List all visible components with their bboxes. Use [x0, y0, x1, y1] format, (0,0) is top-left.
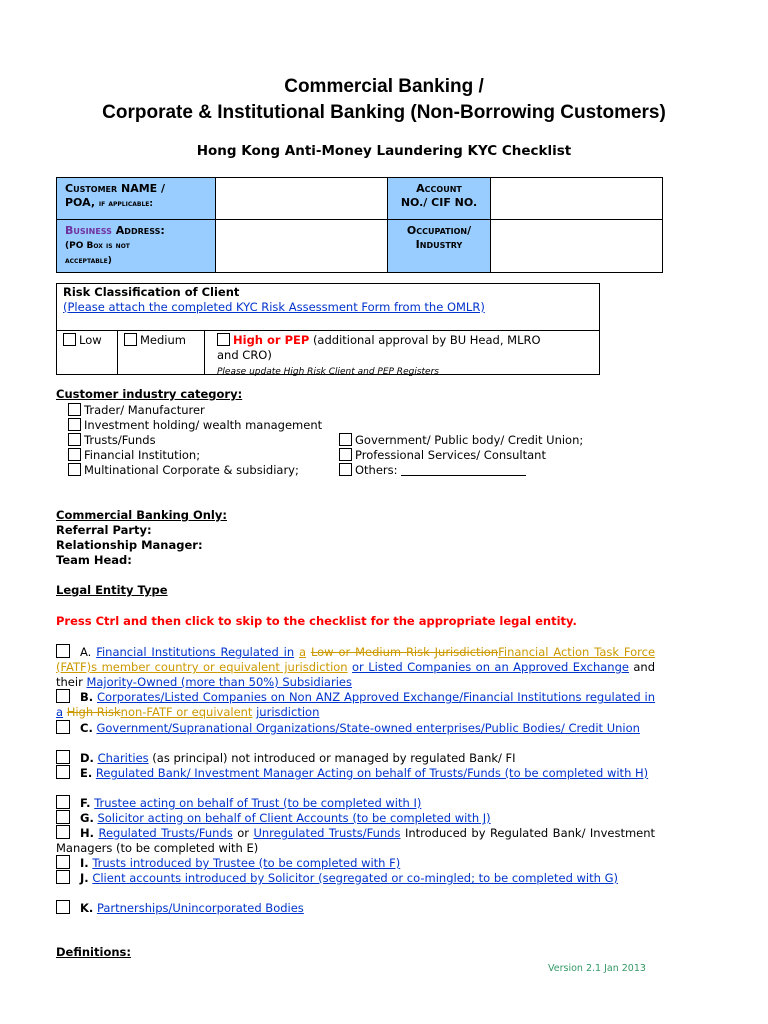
relationship-manager-label: Relationship Manager: [56, 538, 203, 552]
entity-e-link[interactable]: Regulated Bank/ Investment Manager Acting on behalf of Trusts/Funds (to be completed with H) [95, 766, 649, 780]
others-input[interactable] [401, 475, 526, 476]
definitions-heading: Definitions: [56, 945, 131, 959]
customer-name-label-cell: Customer NAME / POA, if applicable: [57, 178, 216, 220]
risk-high-option[interactable]: High or PEP (additional approval by BU Head, MLRO and CRO) Please update High Risk Client and PEP Registers [217, 333, 541, 377]
industry-heading: Customer industry category: [56, 387, 243, 401]
entity-k-link[interactable]: Partnerships/Unincorporated Bodies [96, 901, 304, 915]
high-pep-checkbox[interactable] [217, 333, 230, 346]
entity-c-checkbox[interactable] [56, 720, 70, 734]
entity-d[interactable]: D. Charities (as principal) not introduced or managed by regulated Bank/ FI [56, 750, 655, 766]
title-line-1: Commercial Banking / [284, 76, 484, 97]
industry-option-investment[interactable]: Investment holding/ wealth management [68, 418, 322, 432]
risk-classification-box [56, 283, 600, 375]
entity-h[interactable]: H. Regulated Trusts/Funds or Unregulated Trusts/Funds Introduced by Regulated Bank/ Investment Managers (to be completed with E) [56, 826, 656, 855]
industry-option-trader[interactable]: Trader/ Manufacturer [68, 403, 205, 417]
entity-b-checkbox[interactable] [56, 689, 70, 703]
industry-option-government[interactable]: Government/ Public body/ Credit Union; [339, 433, 583, 447]
entity-k[interactable]: K. Partnerships/Unincorporated Bodies [56, 900, 655, 916]
entity-j[interactable]: J. Client accounts introduced by Solicitor (segregated or co-mingled; to be completed with G) [56, 870, 655, 886]
entity-j-checkbox[interactable] [56, 870, 70, 884]
entity-c[interactable]: C. Government/Supranational Organizations/State-owned enterprises/Public Bodies/ Credit Union [56, 720, 655, 736]
entity-i[interactable]: I. Trusts introduced by Trustee (to be completed with F) [56, 855, 655, 871]
entity-h-link-regulated[interactable]: Regulated Trusts/Funds [98, 826, 233, 840]
customer-info-table [56, 177, 663, 273]
entity-g-checkbox[interactable] [56, 810, 70, 824]
customer-name-field[interactable] [216, 178, 388, 220]
account-label-cell: Account NO./ CIF NO. [388, 178, 491, 220]
business-address-label-cell: Business Address: (PO Box is not acceptable) [57, 220, 216, 273]
entity-d-checkbox[interactable] [56, 750, 70, 764]
risk-header: Risk Classification of Client [63, 285, 240, 299]
cb-heading: Commercial Banking Only: [56, 508, 227, 522]
industry-option-financial[interactable]: Financial Institution; [68, 448, 200, 462]
entity-b[interactable]: B. Corporates/Listed Companies on Non ANZ Approved Exchange/Financial Institutions regulated in a High Risknon-FATF or equivalent jurisdiction [56, 690, 655, 719]
entity-g-link[interactable]: Solicitor acting on behalf of Client Accounts (to be completed with J) [97, 811, 491, 825]
skip-instruction: Press Ctrl and then click to skip to the checklist for the appropriate legal entity. [56, 614, 577, 628]
industry-option-professional[interactable]: Professional Services/ Consultant [339, 448, 546, 462]
entity-j-link[interactable]: Client accounts introduced by Solicitor (segregated or co-mingled; to be completed with G) [92, 871, 618, 885]
entity-c-link[interactable]: Government/Supranational Organizations/State-owned enterprises/Public Bodies/ Credit Union [96, 721, 640, 735]
referral-party-label: Referral Party: [56, 523, 152, 537]
entity-k-checkbox[interactable] [56, 900, 70, 914]
industry-option-others[interactable]: Others: [339, 463, 526, 477]
entity-i-link[interactable]: Trusts introduced by Trustee (to be completed with F) [92, 856, 401, 870]
entity-g[interactable]: G. Solicitor acting on behalf of Client Accounts (to be completed with J) [56, 810, 655, 826]
update-register-note: Please update High Risk Client and PEP Registers [217, 367, 439, 377]
subtitle: Hong Kong Anti-Money Laundering KYC Checklist [196, 143, 572, 159]
entity-f-link[interactable]: Trustee acting on behalf of Trust (to be completed with I) [94, 796, 422, 810]
entity-b-link[interactable]: Corporates/Listed Companies on Non ANZ Approved Exchange/Financial Institutions regulated in a [56, 690, 655, 719]
title-line-2: Corporate & Institutional Banking (Non-Borrowing Customers) [102, 102, 666, 123]
industry-option-multinational[interactable]: Multinational Corporate & subsidiary; [68, 463, 299, 477]
industry-option-trusts[interactable]: Trusts/Funds [68, 433, 156, 447]
entity-a[interactable]: A. Financial Institutions Regulated in a Low or Medium Risk JurisdictionFinancial Action Task Force (FATF)s member country or equivalent jurisdiction or Listed Companies on an Approved Exchange and their Majority-Owned (more than 50%) Subsidiaries [56, 645, 656, 689]
entity-e-checkbox[interactable] [56, 765, 70, 779]
risk-low-option[interactable]: Low [57, 331, 118, 374]
low-checkbox[interactable] [63, 333, 76, 346]
medium-checkbox[interactable] [124, 333, 137, 346]
team-head-label: Team Head: [56, 553, 132, 567]
entity-a-link[interactable]: Financial Institutions Regulated in [96, 645, 295, 659]
entity-h-checkbox[interactable] [56, 825, 70, 839]
entity-d-link[interactable]: Charities [97, 751, 149, 765]
account-number-field[interactable] [491, 178, 663, 220]
risk-medium-option[interactable]: Medium [118, 331, 205, 374]
occupation-field[interactable] [491, 220, 663, 273]
business-address-field[interactable] [216, 220, 388, 273]
entity-a-checkbox[interactable] [56, 644, 70, 658]
version-label: Version 2.1 Jan 2013 [548, 963, 646, 974]
occupation-label-cell: Occupation/ Industry [388, 220, 491, 273]
kyc-form-link[interactable]: (Please attach the completed KYC Risk Assessment Form from the OMLR) [63, 300, 485, 314]
entity-f[interactable]: F. Trustee acting on behalf of Trust (to be completed with I) [56, 795, 655, 811]
entity-e[interactable]: E. Regulated Bank/ Investment Manager Acting on behalf of Trusts/Funds (to be completed with H) [56, 765, 655, 781]
entity-i-checkbox[interactable] [56, 855, 70, 869]
legal-entity-heading: Legal Entity Type [56, 583, 168, 597]
entity-h-link-unregulated[interactable]: Unregulated Trusts/Funds [253, 826, 401, 840]
entity-f-checkbox[interactable] [56, 795, 70, 809]
